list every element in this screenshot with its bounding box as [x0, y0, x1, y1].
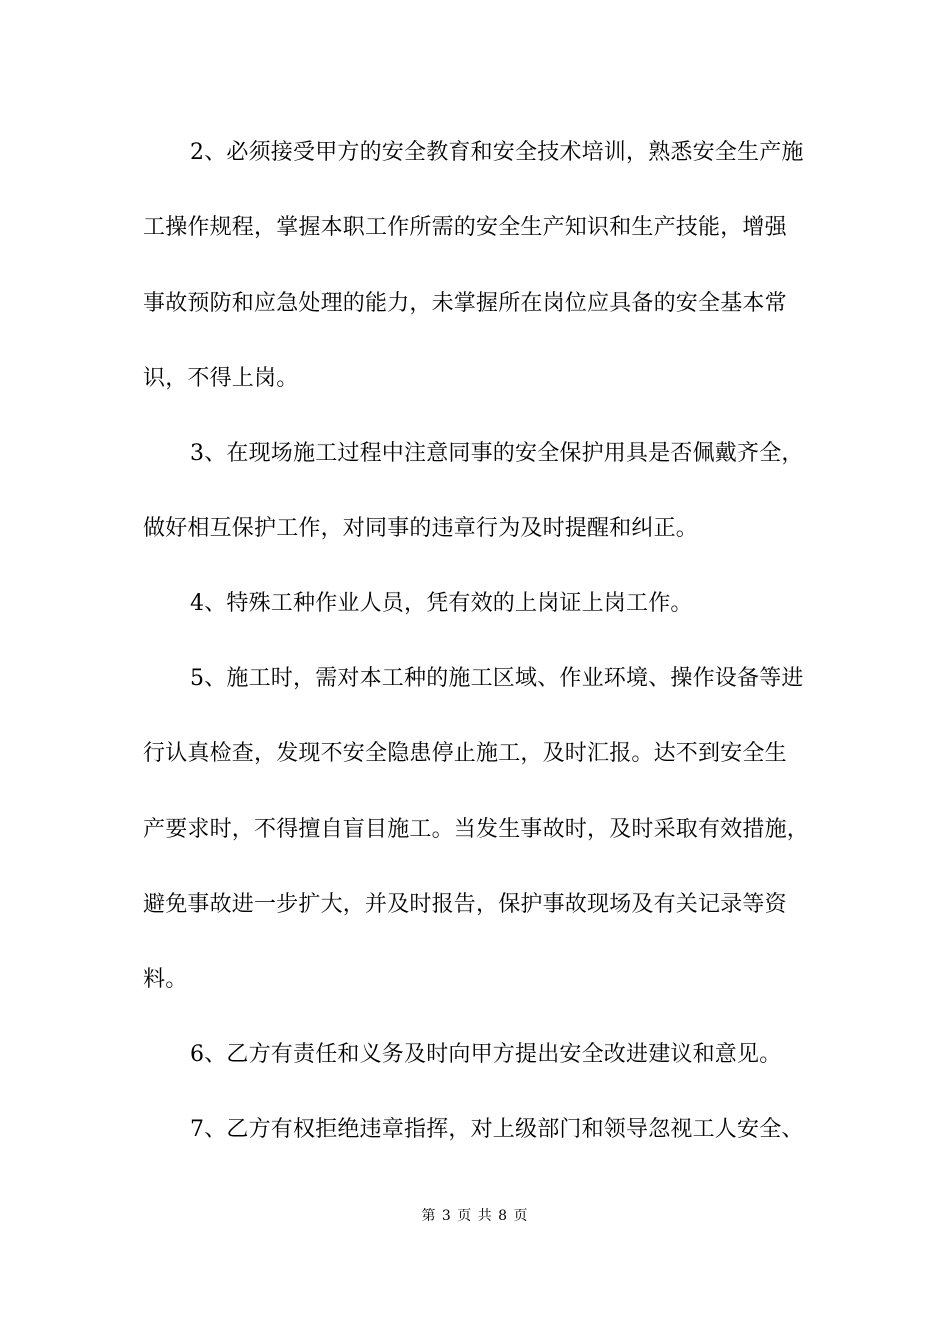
paragraph-3-line-2: 做好相互保护工作，对同事的违章行为及时提醒和纠正。: [143, 516, 699, 541]
paragraph-2-line-3: 事故预防和应急处理的能力，未掌握所在岗位应具备的安全基本常: [143, 291, 787, 316]
paragraph-4-line-1: 4、特殊工种作业人员，凭有效的上岗证上岗工作。: [190, 591, 693, 616]
paragraph-5-line-1: 5、施工时，需对本工种的施工区域、作业环境、操作设备等进: [190, 666, 804, 691]
paragraph-3-line-1: 3、在现场施工过程中注意同事的安全保护用具是否佩戴齐全，: [190, 441, 804, 466]
paragraph-5-line-3: 产要求时，不得擅自盲目施工。当发生事故时，及时采取有效措施，: [143, 817, 810, 842]
paragraph-2-line-1: 2、必须接受甲方的安全教育和安全技术培训，熟悉安全生产施: [190, 140, 804, 165]
paragraph-5-line-4: 避免事故进一步扩大，并及时报告，保护事故现场及有关记录等资: [143, 892, 787, 917]
paragraph-2-line-4: 识，不得上岗。: [143, 366, 299, 391]
paragraph-5-line-5: 料。: [143, 967, 188, 992]
page-number-footer: 第 3 页 共 8 页: [421, 1208, 529, 1224]
paragraph-5-line-2: 行认真检查，发现不安全隐患停止施工，及时汇报。达不到安全生: [143, 741, 787, 766]
paragraph-2-line-2: 工操作规程，掌握本职工作所需的安全生产知识和生产技能，增强: [143, 215, 787, 240]
paragraph-6-line-1: 6、乙方有责任和义务及时向甲方提出安全改进建议和意见。: [190, 1042, 782, 1067]
paragraph-7-line-1: 7、乙方有权拒绝违章指挥，对上级部门和领导忽视工人安全、: [190, 1117, 804, 1142]
